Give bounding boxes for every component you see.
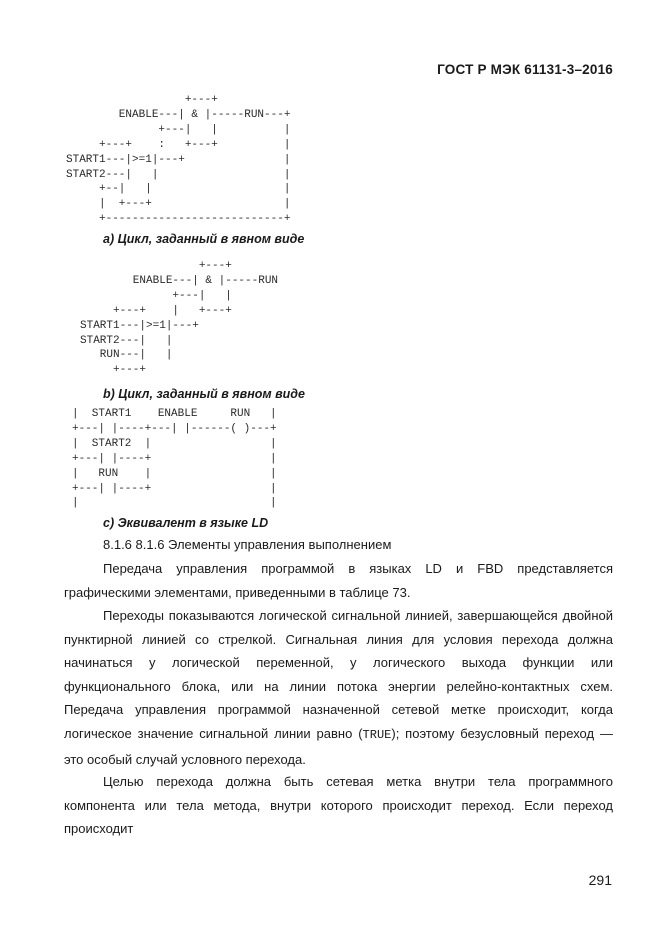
paragraph-2-text-after: ); поэтому безусловный переход — это особый случай условного перехода. [64,725,613,767]
document-header: ГОСТ Р МЭК 61131-3–2016 [437,62,613,77]
page-number: 291 [588,872,612,888]
fbd-diagram-b: +---+ ENABLE---| & |-----RUN +---| | +---+ | +---+ START1---|>=1|---+ START2---| | RUN---| | +---+ [80,260,279,377]
ld-diagram-c: | START1 ENABLE RUN | +---| |----+---| |------( )---+ | START2 | | +---| |----+ | | RUN | | +---| |----+ | | | [72,408,277,510]
caption-c: c) Эквивалент в языке LD [103,516,269,530]
section-heading: 8.1.6 8.1.6 Элементы управления выполнением [103,537,392,552]
paragraph-3-text: Целью перехода должна быть сетевая метка внутри тела программного компонента или тела метода, внутри которого происходит переход. Если переход происходит [64,774,613,837]
caption-b: b) Цикл, заданный в явном виде [103,387,305,401]
paragraph-1-text: Передача управления программой в языках LD и FBD представляется графическими элементами, приведенными в таблице 73. [64,561,613,600]
paragraph-1 [64,557,613,604]
paragraph-3 [64,770,613,841]
caption-a: a) Цикл, заданный в явном виде [103,232,305,246]
paragraph-2 [64,604,613,771]
paragraph-2-text-before: Переходы показываются логической сигнальной линией, завершающейся двойной пунктирной линией со стрелкой. Сигнальная линия для условия перехода должна начинаться у логической переменной, у логического выхода функции или функционального блока, или на линии потока энергии релейно-контактных схем. Передача управления программой назначенной сетевой метке происходит, когда логическое значение сигнальной линии равно ( [64,608,613,741]
paragraph-2-code: TRUE [362,727,392,742]
fbd-diagram-a: +---+ ENABLE---| & |-----RUN---+ +---| | | +---+ : +---+ | START1---|>=1|---+ | START2---| | | +--| | | | +---+ | +---------------------------+ [66,94,291,226]
